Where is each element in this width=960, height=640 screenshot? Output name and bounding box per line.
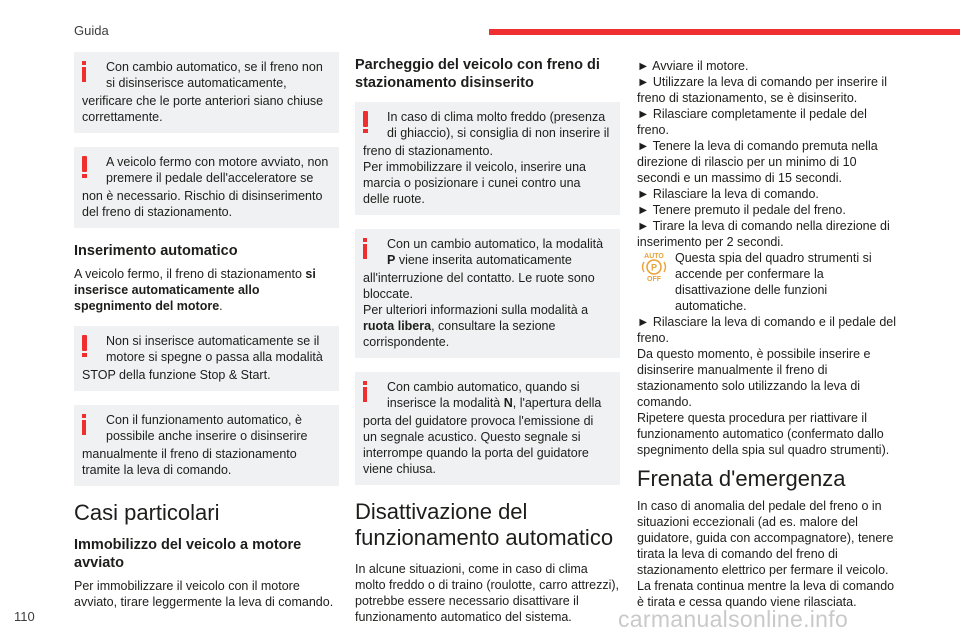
heading-parcheggio: Parcheggio del veicolo con freno di stazionamento disinserito xyxy=(355,57,600,91)
heading-casi-particolari: Casi particolari xyxy=(74,500,220,525)
paragraph-after-1: Da questo momento, è possibile inserire e disinserire manualmente il freno di stazionamento solo utilizzando la leva di comando. xyxy=(637,347,871,409)
info-box-text: verificare che le porte anteriori siano chiuse correttamente. xyxy=(82,94,324,124)
paragraph-inserimento: A veicolo fermo, il freno di stazionamento si inserisce automaticamente allo spegnimento del motore. xyxy=(74,267,316,313)
info-box xyxy=(74,405,339,486)
info-box-text: Con un cambio automatico, la modalità P viene inserita automaticamente xyxy=(387,237,604,267)
heading-frenata-emergenza: Frenata d'emergenza xyxy=(637,466,846,491)
column-1 xyxy=(74,52,339,610)
step-item: ► Rilasciare la leva di comando e il pedale del freno. xyxy=(637,315,897,345)
paragraph-disattivazione: In alcune situazioni, come in caso di clima molto freddo o di traino (roulotte, carro attrezzi), potrebbe essere necessario disattivare il funzionamento automatico del sistema. xyxy=(355,562,620,624)
warning-box xyxy=(355,102,620,215)
paragraph-immobilizzo: Per immobilizzare il veicolo con il motore avviato, tirare leggermente la leva di comando. xyxy=(74,579,334,609)
column-2 xyxy=(355,52,620,625)
watermark: carmanualsonline.info xyxy=(618,606,849,632)
column-3 xyxy=(637,52,902,610)
warning-box-text: STOP della funzione Stop & Start. xyxy=(82,368,271,382)
step-item: ► Avviare il motore. xyxy=(637,59,749,73)
warning-box-text: non è necessario. Rischio di disinserimento del freno di stazionamento. xyxy=(82,189,323,219)
lamp-description: Questa spia del quadro strumenti si accende per confermare la disattivazione delle funzioni automatiche. xyxy=(675,251,872,313)
info-box-text: porta del guidatore provoca l'emissione di un segnale acustico. Questo segnale si interrompe quando la porta del guidatore viene chiusa. xyxy=(363,414,594,476)
step-item: ► Rilasciare completamente il pedale del freno. xyxy=(637,107,867,137)
step-item: ► Tenere la leva di comando premuta nella direzione di rilascio per un minimo di 10 secondi e un massimo di 15 secondi. xyxy=(637,139,878,185)
warning-box-text: In caso di clima molto freddo (presenza di ghiaccio), si consiglia di non inserire il xyxy=(387,110,610,140)
info-icon xyxy=(82,412,106,446)
warning-box xyxy=(74,147,339,228)
info-box xyxy=(355,372,620,485)
warning-box-text: freno di stazionamento. xyxy=(363,144,493,158)
info-icon xyxy=(363,379,387,413)
svg-text:OFF: OFF xyxy=(647,276,661,282)
warning-icon xyxy=(363,109,387,143)
info-box-text: all'interruzione del contatto. Le ruote sono bloccate. xyxy=(363,271,595,301)
warning-box-text: Non si inserisce automaticamente se il motore si spegne o passa alla modalità xyxy=(106,334,323,364)
info-box xyxy=(74,52,339,133)
warning-box xyxy=(74,326,339,391)
step-item: ► Tirare la leva di comando nella direzione di inserimento per 2 secondi. xyxy=(637,219,890,249)
warning-icon xyxy=(82,154,106,188)
info-box-text: Per ulteriori informazioni sulla modalità a ruota libera, consultare la sezione corrispondente. xyxy=(363,303,589,349)
auto-off-lamp-icon xyxy=(637,250,671,282)
paragraph-after-2: Ripetere questa procedura per riattivare il funzionamento automatico (confermato dallo spegnimento della spia sul quadro strumenti). xyxy=(637,411,890,457)
heading-disattivazione: Disattivazione del funzionamento automatico xyxy=(355,499,614,550)
warning-box-text: Per immobilizzare il veicolo, inserire una marcia o posizionare i cunei contro una delle ruote. xyxy=(363,160,586,206)
step-item: ► Tenere premuto il pedale del freno. xyxy=(637,203,846,217)
warning-icon xyxy=(82,333,106,367)
svg-text:P: P xyxy=(650,262,658,273)
step-item: ► Rilasciare la leva di comando. xyxy=(637,187,819,201)
paragraph-emergenza-1: In caso di anomalia del pedale del freno o in situazioni eccezionali (ad es. malore del guidatore, guida con accompagnatore), tenere tirata la leva di comando del freno di stazionamento elettrico per fermare il veicolo. xyxy=(637,499,894,577)
svg-text:AUTO: AUTO xyxy=(644,253,664,260)
paragraph-emergenza-2: La frenata continua mentre la leva di comando è tirata e cessa quando viene rilasciata. xyxy=(637,579,895,609)
auto-off-lamp-note xyxy=(637,250,902,314)
info-box xyxy=(355,229,620,358)
heading-immobilizzo: Immobilizzo del veicolo a motore avviato xyxy=(74,537,302,571)
info-icon xyxy=(363,236,387,270)
info-box-text: manualmente il freno di stazionamento tramite la leva di comando. xyxy=(82,447,297,477)
heading-inserimento-automatico: Inserimento automatico xyxy=(74,243,238,259)
step-item: ► Utilizzare la leva di comando per inserire il freno di stazionamento, se è disinserito. xyxy=(637,75,887,105)
header-accent-bar xyxy=(489,29,960,35)
info-icon xyxy=(82,59,106,93)
info-box-text: Con cambio automatico, se il freno non si disinserisce automaticamente, xyxy=(106,60,323,90)
warning-box-text: A veicolo fermo con motore avviato, non premere il pedale dell'acceleratore se xyxy=(106,155,329,185)
page-section-title: Guida xyxy=(74,23,109,38)
page-number: 110 xyxy=(14,609,35,624)
info-box-text: Con il funzionamento automatico, è possibile anche inserire o disinserire xyxy=(106,413,308,443)
info-box-text: Con cambio automatico, quando si inserisce la modalità N, l'apertura della xyxy=(387,380,602,410)
